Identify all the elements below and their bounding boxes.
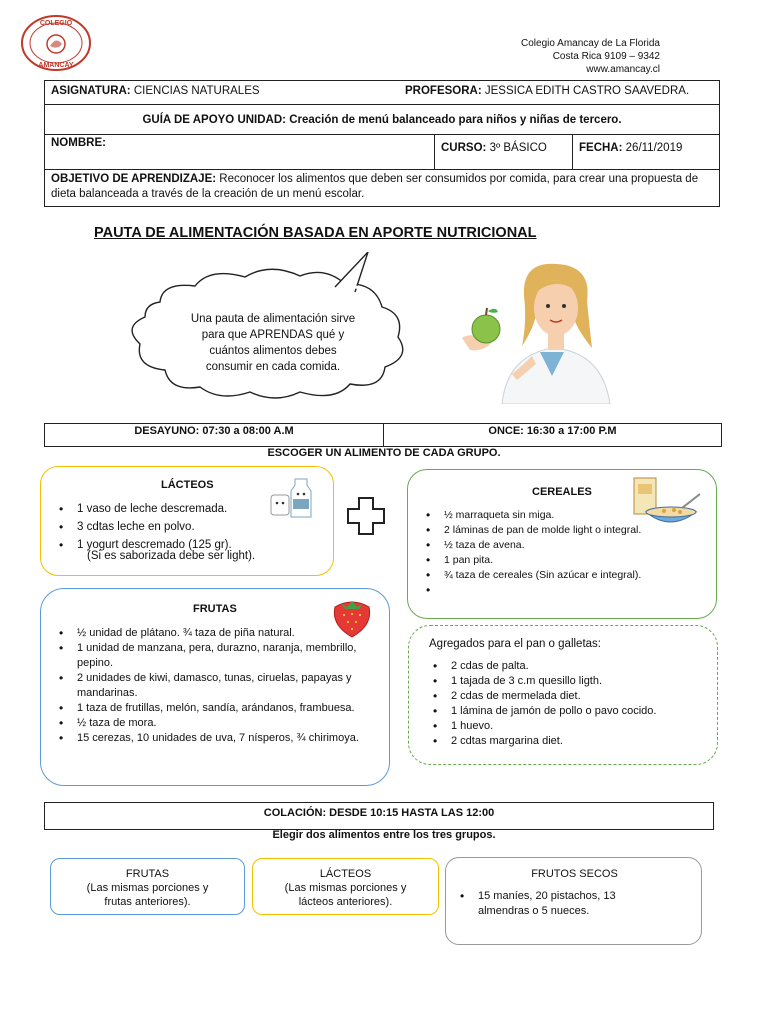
doctor-with-apple-illustration: [462, 256, 622, 404]
speech-cloud: [100, 252, 450, 407]
elegir-instruction: Elegir dos alimentos entre los tres grupos.: [272, 829, 496, 841]
list-item: • 1 tajada de 3 c.m quesillo ligth.: [429, 674, 709, 689]
school-logo: [20, 14, 92, 72]
list-item: [422, 583, 712, 598]
list-item: • 2 láminas de pan de molde light o integral.: [422, 523, 712, 538]
list-item: • 1 lámina de jamón de pollo o pavo cocido.: [429, 704, 709, 719]
lacteos-note: (Si es saborizada debe ser light).: [87, 550, 256, 562]
list-item: • ¾ taza de cereales (Sin azúcar e integral).: [422, 568, 712, 583]
list-item: • ½ taza de mora.: [55, 716, 365, 731]
col-frutos-title: FRUTOS SECOS: [531, 868, 618, 880]
cloud-line-4: consumir en cada comida.: [205, 361, 341, 373]
profesora-value: JESSICA EDITH CASTRO SAAVEDRA.: [484, 85, 690, 97]
plus-icon: [346, 496, 386, 539]
fecha-value: 26/11/2019: [625, 142, 683, 154]
school-name: Colegio Amancay de La Florida: [521, 38, 660, 49]
col-frutas-line1: (Las mismas porciones y: [86, 882, 209, 894]
curso-value: 3º BÁSICO: [489, 142, 547, 154]
col-lacteos-box: [252, 858, 439, 915]
profesora-label: PROFESORA:: [405, 85, 482, 97]
header-table: [44, 80, 720, 207]
cloud-line-2: para que APRENDAS qué y: [201, 329, 345, 341]
objetivo-label: OBJETIVO DE APRENDIZAJE:: [51, 173, 217, 185]
list-item: • 3 cdtas leche en polvo.: [55, 518, 315, 536]
list-item: • ½ unidad de plátano. ¾ taza de piña natural.: [55, 626, 365, 641]
col-lacteos-line1: (Las mismas porciones y: [284, 882, 407, 894]
col-lacteos-line2: lácteos anteriores).: [298, 896, 393, 908]
guia-value: Creación de menú balanceado para niños y niñas de tercero.: [289, 113, 622, 126]
school-info: [521, 37, 660, 76]
strawberry-icon: [329, 595, 375, 642]
asignatura-value: CIENCIAS NATURALES: [133, 85, 260, 97]
colacion-time: COLACIÓN: DESDE 10:15 HASTA LAS 12:00: [263, 807, 495, 819]
list-item: • 15 maníes, 20 pistachos, 13 almendras o 5 nueces.: [456, 889, 656, 919]
lacteos-box: [40, 466, 334, 576]
col-frutas-title: FRUTAS: [125, 868, 170, 880]
col-frutos-secos-box: [445, 857, 702, 945]
agregados-title: Agregados para el pan o galletas:: [429, 638, 601, 650]
escoger-instruction: ESCOGER UN ALIMENTO DE CADA GRUPO.: [267, 447, 501, 459]
school-address: Costa Rica 9109 – 9342: [552, 51, 660, 62]
once-time: ONCE: 16:30 a 17:00 P.M: [488, 425, 617, 437]
cloud-line-3: cuántos alimentos debes: [209, 345, 337, 357]
desayuno-time: DESAYUNO: 07:30 a 08:00 A.M: [45, 424, 384, 446]
guia-label: GUÍA DE APOYO UNIDAD:: [142, 113, 286, 126]
page-title: PAUTA DE ALIMENTACIÓN BASADA EN APORTE NUTRICIONAL: [94, 225, 537, 241]
frutas-list: [55, 626, 365, 746]
list-item: • 2 unidades de kiwi, damasco, tunas, ciruelas, papayas y mandarinas.: [55, 671, 365, 701]
fecha-label: FECHA:: [579, 142, 623, 154]
frutas-title: FRUTAS: [193, 603, 237, 615]
colacion-bar: [44, 802, 714, 830]
list-item: • 2 cdas de palta.: [429, 659, 709, 674]
milk-carton-icon: [267, 473, 323, 524]
lacteos-title: LÁCTEOS: [161, 479, 214, 491]
list-item: • 2 cdtas margarina diet.: [429, 734, 709, 749]
list-item: • 1 taza de frutillas, melón, sandía, arándanos, frambuesa.: [55, 701, 365, 716]
svg-text:AMANCAY: AMANCAY: [38, 62, 74, 69]
cloud-line-1: Una pauta de alimentación sirve: [190, 313, 356, 325]
cereal-bowl-icon: [630, 474, 708, 533]
school-web: www.amancay.cl: [586, 64, 660, 75]
cereales-title: CEREALES: [532, 486, 592, 498]
nombre-label: NOMBRE:: [45, 135, 435, 169]
list-item: • 15 cerezas, 10 unidades de uva, 7 nísperos, ¾ chirimoya.: [55, 731, 365, 746]
curso-label: CURSO:: [441, 142, 487, 154]
list-item: • 1 yogurt descremado (125 gr).: [55, 536, 315, 554]
meal-times-bar: [44, 423, 722, 447]
cereales-box: [407, 469, 717, 619]
list-item: • 2 cdas de mermelada diet.: [429, 689, 709, 704]
list-item: • ½ taza de avena.: [422, 538, 712, 553]
list-item: • 1 pan pita.: [422, 553, 712, 568]
col-lacteos-title: LÁCTEOS: [319, 868, 372, 880]
col-frutas-box: [50, 858, 245, 915]
col-frutas-line2: frutas anteriores).: [104, 896, 191, 908]
frutas-box: [40, 588, 390, 786]
asignatura-label: ASIGNATURA:: [51, 85, 131, 97]
list-item: • ½ marraqueta sin miga.: [422, 508, 712, 523]
frutos-secos-list: [456, 889, 656, 919]
list-item: • 1 unidad de manzana, pera, durazno, naranja, membrillo, pepino.: [55, 641, 365, 671]
agregados-list: [429, 659, 709, 749]
objetivo-value: Reconocer los alimentos que deben ser consumidos por comida, para crear una propuesta de dieta balanceada a través de la creación de un menú escolar.: [51, 173, 699, 200]
svg-text:COLEGIO: COLEGIO: [39, 20, 73, 27]
list-item: • 1 vaso de leche descremada.: [55, 500, 315, 518]
list-item: • 1 huevo.: [429, 719, 709, 734]
agregados-box: [408, 625, 718, 765]
